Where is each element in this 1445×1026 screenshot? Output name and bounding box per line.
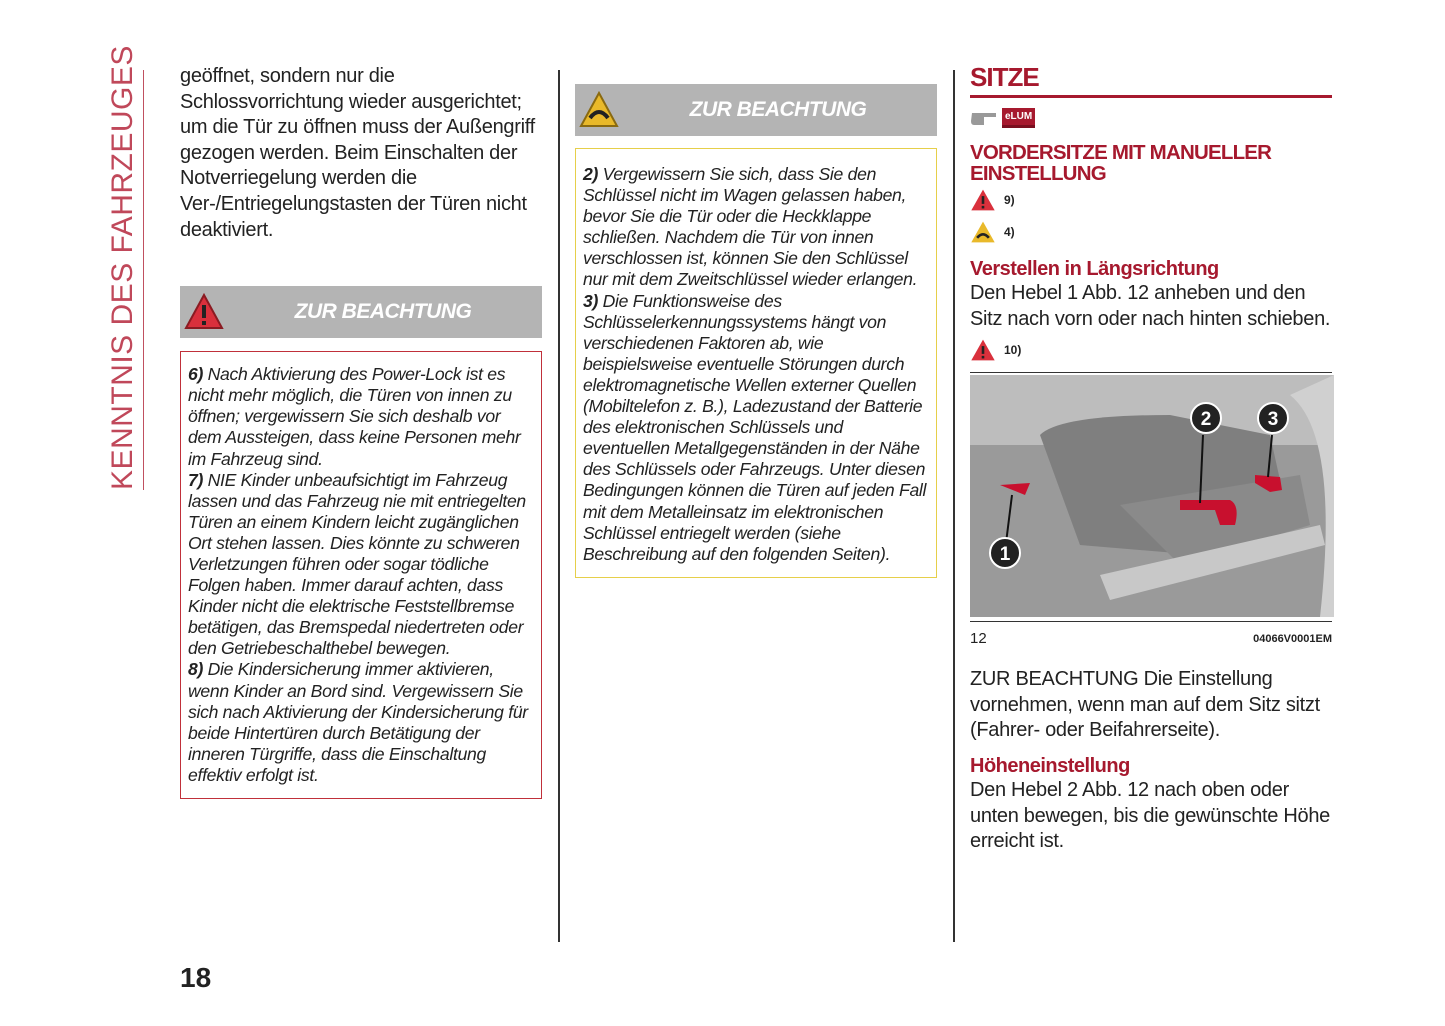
figure-number: 12 (970, 630, 987, 648)
column-divider (558, 70, 560, 942)
item-number: 2) (583, 164, 599, 184)
item-text: Vergewissern Sie sich, dass Sie den Schlüssel nicht im Wagen gelassen haben, bevor Sie die Tür oder die Heckklappe schließen. Nachdem die Tür von innen verschlossen ist, können Sie den Schlüssel nur mit dem Zweitschlüssel wieder erlangen. (583, 164, 918, 290)
danger-triangle-icon (970, 338, 996, 362)
paragraph-longitudinal: Den Hebel 1 Abb. 12 anheben und den Sitz nach vorn oder nach hinten schieben. (970, 282, 1331, 330)
heading-longitudinal: Verstellen in Längsrichtung (970, 258, 1219, 280)
figure-caption (970, 630, 1332, 647)
caution-reference (970, 220, 1332, 244)
caution-triangle-icon (970, 220, 996, 244)
section-side-label (100, 45, 144, 490)
elum-badge[interactable]: eLUM (1002, 108, 1035, 128)
reference-number: 4) (1004, 225, 1015, 239)
warning-item (188, 470, 535, 660)
note-paragraph: ZUR BEACHTUNG Die Einstellung vornehmen, wenn man auf dem Sitz sitzt (Fahrer- oder Beifahrerseite). (970, 668, 1320, 742)
item-number: 7) (188, 469, 204, 490)
paragraph-height: Den Hebel 2 Abb. 12 nach oben oder unten bewegen, bis die gewünschte Höhe erreicht ist. (970, 778, 1330, 853)
item-number: 6) (188, 364, 204, 385)
side-label-text: KENNTNIS DES FAHRZEUGES (106, 45, 139, 490)
caution-item (583, 164, 930, 291)
figure-12 (970, 372, 1332, 622)
item-text: NIE Kinder unbeaufsichtigt im Fahrzeug lassen und das Fahrzeug nie mit entriegelten Türen an einem Kindern leicht zugänglichen Ort stehen lassen. Dies könnte zu schweren Verletzungen führen oder sogar tödliche Folgen haben. Immer darauf achten, dass Kinder nicht die elektrische Feststellbremse betätigen, das Bremspedal niedertreten oder den Getriebeschalthebel bewegen. (188, 469, 526, 659)
callout-2 (1191, 403, 1221, 433)
pointing-hand-icon (970, 109, 998, 127)
svg-text:2: 2 (1200, 409, 1212, 431)
caution-header (575, 84, 937, 136)
elum-reference (970, 108, 1332, 128)
svg-text:1: 1 (999, 544, 1011, 566)
caution-title: ZUR BEACHTUNG (689, 98, 867, 121)
callout-1 (990, 538, 1020, 568)
section-title: SITZE (970, 62, 1332, 98)
warning-title: ZUR BEACHTUNG (294, 300, 472, 324)
intro-paragraph: geöffnet, sondern nur die Schlossvorrichtung wieder ausgerichtet; um die Tür zu öffnen muss der Außengriff gezogen werden. Beim Einschalten der Notverriegelung werden die Ver-/Entriegelungstasten der Türen nicht deaktiviert. (180, 65, 535, 241)
caution-box (575, 148, 937, 578)
warning-item (188, 659, 535, 786)
reference-number: 9) (1004, 193, 1015, 207)
heading-height: Höheneinstellung (970, 754, 1130, 777)
warning-item (188, 364, 535, 469)
danger-triangle-icon (184, 292, 224, 332)
callout-3 (1258, 403, 1288, 433)
caution-item (583, 291, 930, 565)
seat-illustration (970, 375, 1334, 617)
warning-box (180, 351, 542, 799)
column-divider (953, 70, 955, 942)
svg-text:3: 3 (1267, 409, 1279, 431)
page-number: 18 (180, 962, 212, 993)
item-text: Die Funktionsweise des Schlüsselerkennungssystems hängt von verschiedenen Faktoren ab, wie beispielsweise eventuelle Störungen durch elektromagnetische Wellen externer Quellen (Mobiltelefon z. B.), Ladezustand der Batterie des elektronischen Schlüssels und eventuellen Metallgegenständen in der Nähe des Schlüssels oder Fahrzeugs. Unter diesen Bedingungen können die Türen auf jeden Fall mit dem Metalleinsatz im elektronischen Schlüssel entriegelt werden (siehe Beschreibung auf den folgenden Seiten). (583, 290, 927, 564)
column-1 (180, 64, 542, 799)
danger-triangle-icon (970, 188, 996, 212)
warning-reference (970, 188, 1332, 212)
subsection-title: VORDERSITZE MIT MANUELLER EINSTELLUNG (970, 141, 1272, 185)
column-2 (575, 84, 937, 578)
caution-triangle-icon (579, 90, 619, 130)
item-number: 3) (583, 290, 599, 311)
figure-code: 04066V0001EM (1253, 632, 1332, 645)
reference-number: 10) (1004, 343, 1022, 358)
item-text: Nach Aktivierung des Power-Lock ist es nicht mehr möglich, die Türen von innen zu öffnen; vergewissern Sie sich deshalb vor dem Aussteigen, dass keine Personen mehr im Fahrzeug sind. (188, 364, 521, 469)
warning-reference (970, 338, 1332, 362)
item-number: 8) (188, 659, 204, 680)
warning-header (180, 286, 542, 338)
item-text: Die Kindersicherung immer aktivieren, wenn Kinder an Bord sind. Vergewissern Sie sich nach Aktivierung der Kindersicherung für beide Hintertüren durch Betätigung der inneren Türgriffe, dass die Einschaltung effektiv erfolgt ist. (188, 659, 528, 785)
column-3 (970, 62, 1332, 855)
